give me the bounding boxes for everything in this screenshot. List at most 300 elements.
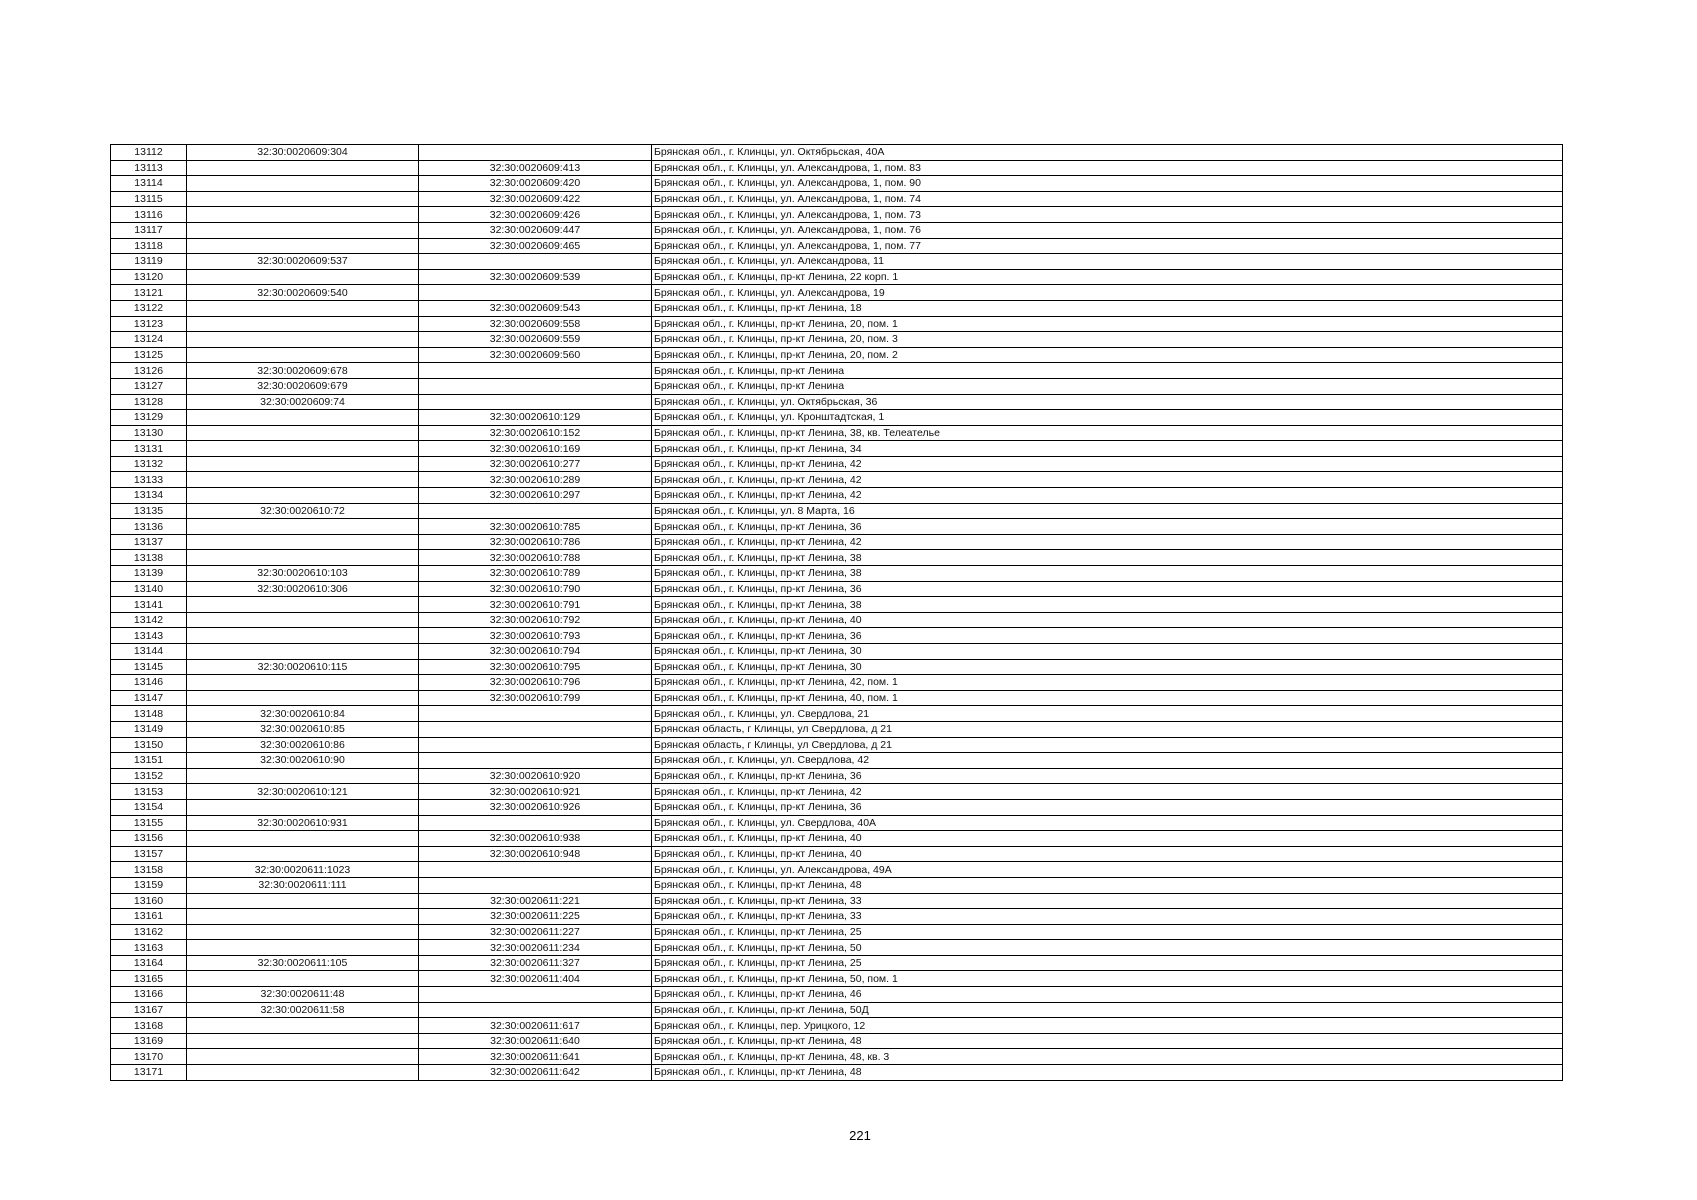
row-number-cell: 13115 <box>111 191 187 207</box>
land-parcel-number-cell: 32:30:0020611:48 <box>187 987 419 1003</box>
object-number-cell <box>419 378 652 394</box>
row-number-cell: 13112 <box>111 145 187 161</box>
land-parcel-number-cell <box>187 1018 419 1034</box>
table-row <box>111 269 1563 285</box>
address-cell: Брянская обл., г. Клинцы, пр-кт Ленина, 42 <box>652 488 1563 504</box>
row-number-cell: 13143 <box>111 628 187 644</box>
land-parcel-number-cell <box>187 222 419 238</box>
table-row <box>111 597 1563 613</box>
table-row <box>111 893 1563 909</box>
land-parcel-number-cell <box>187 628 419 644</box>
object-number-cell: 32:30:0020611:221 <box>419 893 652 909</box>
address-cell: Брянская обл., г. Клинцы, ул. Александрова, 19 <box>652 285 1563 301</box>
row-number-cell: 13122 <box>111 300 187 316</box>
address-cell: Брянская обл., г. Клинцы, пр-кт Ленина, 50, пом. 1 <box>652 971 1563 987</box>
land-parcel-number-cell <box>187 488 419 504</box>
object-number-cell: 32:30:0020611:617 <box>419 1018 652 1034</box>
object-number-cell: 32:30:0020609:465 <box>419 238 652 254</box>
table-row <box>111 207 1563 223</box>
land-parcel-number-cell <box>187 238 419 254</box>
address-cell: Брянская обл., г. Клинцы, пр-кт Ленина, 42 <box>652 534 1563 550</box>
address-cell: Брянская обл., г. Клинцы, пр-кт Ленина, 42 <box>652 472 1563 488</box>
row-number-cell: 13149 <box>111 721 187 737</box>
table-row <box>111 254 1563 270</box>
row-number-cell: 13131 <box>111 441 187 457</box>
land-parcel-number-cell <box>187 644 419 660</box>
row-number-cell: 13136 <box>111 519 187 535</box>
address-cell: Брянская обл., г. Клинцы, пр-кт Ленина, 34 <box>652 441 1563 457</box>
table-row <box>111 425 1563 441</box>
address-cell: Брянская обл., г. Клинцы, пер. Урицкого, 12 <box>652 1018 1563 1034</box>
row-number-cell: 13151 <box>111 753 187 769</box>
land-parcel-number-cell <box>187 191 419 207</box>
object-number-cell: 32:30:0020610:793 <box>419 628 652 644</box>
address-cell: Брянская обл., г. Клинцы, пр-кт Ленина, 30 <box>652 659 1563 675</box>
row-number-cell: 13142 <box>111 612 187 628</box>
land-parcel-number-cell: 32:30:0020611:105 <box>187 955 419 971</box>
land-parcel-number-cell <box>187 846 419 862</box>
address-cell: Брянская обл., г. Клинцы, пр-кт Ленина, 38 <box>652 550 1563 566</box>
address-cell: Брянская обл., г. Клинцы, пр-кт Ленина, 40 <box>652 846 1563 862</box>
row-number-cell: 13155 <box>111 815 187 831</box>
address-cell: Брянская обл., г. Клинцы, пр-кт Ленина, 36 <box>652 799 1563 815</box>
registry-table <box>110 144 1563 1081</box>
table-row <box>111 176 1563 192</box>
row-number-cell: 13147 <box>111 690 187 706</box>
table-row <box>111 1033 1563 1049</box>
row-number-cell: 13157 <box>111 846 187 862</box>
land-parcel-number-cell: 32:30:0020610:121 <box>187 784 419 800</box>
land-parcel-number-cell <box>187 176 419 192</box>
address-cell: Брянская обл., г. Клинцы, пр-кт Ленина, 42, пом. 1 <box>652 675 1563 691</box>
object-number-cell: 32:30:0020610:794 <box>419 644 652 660</box>
row-number-cell: 13168 <box>111 1018 187 1034</box>
land-parcel-number-cell <box>187 425 419 441</box>
address-cell: Брянская обл., г. Клинцы, пр-кт Ленина, 48 <box>652 1033 1563 1049</box>
table-row <box>111 238 1563 254</box>
table-row <box>111 784 1563 800</box>
address-cell: Брянская обл., г. Клинцы, пр-кт Ленина, 33 <box>652 909 1563 925</box>
object-number-cell <box>419 706 652 722</box>
table-row <box>111 877 1563 893</box>
address-cell: Брянская обл., г. Клинцы, пр-кт Ленина, 25 <box>652 924 1563 940</box>
row-number-cell: 13141 <box>111 597 187 613</box>
table-row <box>111 316 1563 332</box>
object-number-cell: 32:30:0020611:225 <box>419 909 652 925</box>
object-number-cell: 32:30:0020610:795 <box>419 659 652 675</box>
land-parcel-number-cell <box>187 441 419 457</box>
object-number-cell: 32:30:0020609:558 <box>419 316 652 332</box>
row-number-cell: 13123 <box>111 316 187 332</box>
address-cell: Брянская обл., г. Клинцы, пр-кт Ленина, 48, кв. 3 <box>652 1049 1563 1065</box>
row-number-cell: 13146 <box>111 675 187 691</box>
object-number-cell: 32:30:0020610:169 <box>419 441 652 457</box>
table-row <box>111 675 1563 691</box>
land-parcel-number-cell <box>187 690 419 706</box>
object-number-cell: 32:30:0020609:559 <box>419 332 652 348</box>
table-row <box>111 768 1563 784</box>
address-cell: Брянская обл., г. Клинцы, пр-кт Ленина, 42 <box>652 456 1563 472</box>
table-row <box>111 347 1563 363</box>
land-parcel-number-cell <box>187 831 419 847</box>
table-row <box>111 737 1563 753</box>
object-number-cell: 32:30:0020611:640 <box>419 1033 652 1049</box>
row-number-cell: 13153 <box>111 784 187 800</box>
row-number-cell: 13138 <box>111 550 187 566</box>
row-number-cell: 13118 <box>111 238 187 254</box>
land-parcel-number-cell: 32:30:0020609:678 <box>187 363 419 379</box>
address-cell: Брянская обл., г. Клинцы, ул. Александрова, 1, пом. 77 <box>652 238 1563 254</box>
object-number-cell <box>419 862 652 878</box>
table-row <box>111 628 1563 644</box>
land-parcel-number-cell: 32:30:0020609:540 <box>187 285 419 301</box>
address-cell: Брянская обл., г. Клинцы, ул. Александрова, 1, пом. 76 <box>652 222 1563 238</box>
address-cell: Брянская обл., г. Клинцы, ул. Александрова, 49А <box>652 862 1563 878</box>
address-cell: Брянская обл., г. Клинцы, ул. Кронштадтская, 1 <box>652 410 1563 426</box>
object-number-cell <box>419 721 652 737</box>
table-row <box>111 191 1563 207</box>
table-row <box>111 581 1563 597</box>
address-cell: Брянская обл., г. Клинцы, ул. Свердлова, 42 <box>652 753 1563 769</box>
land-parcel-number-cell <box>187 332 419 348</box>
table-row <box>111 971 1563 987</box>
land-parcel-number-cell <box>187 909 419 925</box>
object-number-cell <box>419 737 652 753</box>
land-parcel-number-cell: 32:30:0020609:537 <box>187 254 419 270</box>
row-number-cell: 13129 <box>111 410 187 426</box>
row-number-cell: 13158 <box>111 862 187 878</box>
table-row <box>111 1018 1563 1034</box>
land-parcel-number-cell <box>187 893 419 909</box>
land-parcel-number-cell <box>187 597 419 613</box>
land-parcel-number-cell <box>187 410 419 426</box>
object-number-cell: 32:30:0020610:790 <box>419 581 652 597</box>
row-number-cell: 13148 <box>111 706 187 722</box>
table-row <box>111 503 1563 519</box>
table-row <box>111 1049 1563 1065</box>
object-number-cell: 32:30:0020611:642 <box>419 1065 652 1081</box>
object-number-cell: 32:30:0020609:447 <box>419 222 652 238</box>
address-cell: Брянская обл., г. Клинцы, пр-кт Ленина <box>652 363 1563 379</box>
table-row <box>111 441 1563 457</box>
table-row <box>111 410 1563 426</box>
table-row <box>111 378 1563 394</box>
object-number-cell: 32:30:0020610:152 <box>419 425 652 441</box>
table-row <box>111 909 1563 925</box>
row-number-cell: 13117 <box>111 222 187 238</box>
object-number-cell: 32:30:0020610:785 <box>419 519 652 535</box>
land-parcel-number-cell: 32:30:0020610:86 <box>187 737 419 753</box>
table-row <box>111 300 1563 316</box>
address-cell: Брянская обл., г. Клинцы, пр-кт Ленина, 40, пом. 1 <box>652 690 1563 706</box>
land-parcel-number-cell <box>187 456 419 472</box>
row-number-cell: 13159 <box>111 877 187 893</box>
object-number-cell: 32:30:0020609:413 <box>419 160 652 176</box>
address-cell: Брянская обл., г. Клинцы, ул. Александрова, 11 <box>652 254 1563 270</box>
address-cell: Брянская обл., г. Клинцы, ул. Октябрьская, 36 <box>652 394 1563 410</box>
row-number-cell: 13167 <box>111 1002 187 1018</box>
address-cell: Брянская обл., г. Клинцы, ул. Александрова, 1, пом. 74 <box>652 191 1563 207</box>
land-parcel-number-cell: 32:30:0020609:679 <box>187 378 419 394</box>
row-number-cell: 13139 <box>111 566 187 582</box>
address-cell: Брянская обл., г. Клинцы, пр-кт Ленина, 36 <box>652 628 1563 644</box>
land-parcel-number-cell: 32:30:0020610:72 <box>187 503 419 519</box>
land-parcel-number-cell: 32:30:0020609:304 <box>187 145 419 161</box>
row-number-cell: 13125 <box>111 347 187 363</box>
row-number-cell: 13154 <box>111 799 187 815</box>
land-parcel-number-cell <box>187 300 419 316</box>
land-parcel-number-cell <box>187 768 419 784</box>
land-parcel-number-cell: 32:30:0020611:111 <box>187 877 419 893</box>
table-row <box>111 924 1563 940</box>
object-number-cell: 32:30:0020610:289 <box>419 472 652 488</box>
table-row <box>111 534 1563 550</box>
object-number-cell: 32:30:0020609:543 <box>419 300 652 316</box>
row-number-cell: 13145 <box>111 659 187 675</box>
land-parcel-number-cell: 32:30:0020610:85 <box>187 721 419 737</box>
address-cell: Брянская обл., г. Клинцы, пр-кт Ленина, 20, пом. 2 <box>652 347 1563 363</box>
row-number-cell: 13124 <box>111 332 187 348</box>
land-parcel-number-cell: 32:30:0020611:1023 <box>187 862 419 878</box>
address-cell: Брянская обл., г. Клинцы, пр-кт Ленина, 38, кв. Телеателье <box>652 425 1563 441</box>
row-number-cell: 13165 <box>111 971 187 987</box>
table-row <box>111 566 1563 582</box>
address-cell: Брянская обл., г. Клинцы, пр-кт Ленина, 36 <box>652 581 1563 597</box>
address-cell: Брянская обл., г. Клинцы, пр-кт Ленина, 40 <box>652 612 1563 628</box>
address-cell: Брянская обл., г. Клинцы, ул. Александрова, 1, пом. 90 <box>652 176 1563 192</box>
table-row <box>111 394 1563 410</box>
table-row <box>111 940 1563 956</box>
table-row <box>111 815 1563 831</box>
land-parcel-number-cell <box>187 1049 419 1065</box>
address-cell: Брянская обл., г. Клинцы, пр-кт Ленина, 18 <box>652 300 1563 316</box>
land-parcel-number-cell <box>187 971 419 987</box>
land-parcel-number-cell <box>187 347 419 363</box>
table-row <box>111 222 1563 238</box>
row-number-cell: 13119 <box>111 254 187 270</box>
row-number-cell: 13156 <box>111 831 187 847</box>
object-number-cell: 32:30:0020610:926 <box>419 799 652 815</box>
row-number-cell: 13170 <box>111 1049 187 1065</box>
object-number-cell: 32:30:0020610:920 <box>419 768 652 784</box>
object-number-cell: 32:30:0020610:129 <box>419 410 652 426</box>
land-parcel-number-cell: 32:30:0020610:90 <box>187 753 419 769</box>
address-cell: Брянская обл., г. Клинцы, пр-кт Ленина, 48 <box>652 877 1563 893</box>
object-number-cell: 32:30:0020609:420 <box>419 176 652 192</box>
address-cell: Брянская обл., г. Клинцы, пр-кт Ленина, 48 <box>652 1065 1563 1081</box>
address-cell: Брянская обл., г. Клинцы, ул. Александрова, 1, пом. 83 <box>652 160 1563 176</box>
land-parcel-number-cell: 32:30:0020610:306 <box>187 581 419 597</box>
row-number-cell: 13166 <box>111 987 187 1003</box>
row-number-cell: 13133 <box>111 472 187 488</box>
object-number-cell: 32:30:0020609:539 <box>419 269 652 285</box>
object-number-cell <box>419 815 652 831</box>
object-number-cell <box>419 394 652 410</box>
table-row <box>111 799 1563 815</box>
address-cell: Брянская обл., г. Клинцы, ул. Свердлова, 21 <box>652 706 1563 722</box>
land-parcel-number-cell <box>187 1065 419 1081</box>
object-number-cell: 32:30:0020610:791 <box>419 597 652 613</box>
address-cell: Брянская обл., г. Клинцы, пр-кт Ленина <box>652 378 1563 394</box>
object-number-cell: 32:30:0020610:792 <box>419 612 652 628</box>
row-number-cell: 13114 <box>111 176 187 192</box>
table-row <box>111 472 1563 488</box>
row-number-cell: 13132 <box>111 456 187 472</box>
object-number-cell <box>419 987 652 1003</box>
row-number-cell: 13128 <box>111 394 187 410</box>
registry-table-body <box>111 145 1563 1081</box>
table-row <box>111 145 1563 161</box>
land-parcel-number-cell: 32:30:0020610:103 <box>187 566 419 582</box>
address-cell: Брянская обл., г. Клинцы, пр-кт Ленина, 25 <box>652 955 1563 971</box>
table-row <box>111 644 1563 660</box>
land-parcel-number-cell <box>187 1033 419 1049</box>
object-number-cell: 32:30:0020609:426 <box>419 207 652 223</box>
object-number-cell: 32:30:0020610:948 <box>419 846 652 862</box>
table-row <box>111 1002 1563 1018</box>
object-number-cell: 32:30:0020610:786 <box>419 534 652 550</box>
row-number-cell: 13162 <box>111 924 187 940</box>
address-cell: Брянская обл., г. Клинцы, пр-кт Ленина, 22 корп. 1 <box>652 269 1563 285</box>
table-row <box>111 363 1563 379</box>
land-parcel-number-cell <box>187 924 419 940</box>
object-number-cell <box>419 254 652 270</box>
table-row <box>111 659 1563 675</box>
row-number-cell: 13134 <box>111 488 187 504</box>
land-parcel-number-cell <box>187 550 419 566</box>
address-cell: Брянская область, г Клинцы, ул Свердлова, д 21 <box>652 721 1563 737</box>
address-cell: Брянская обл., г. Клинцы, пр-кт Ленина, 20, пом. 3 <box>652 332 1563 348</box>
object-number-cell: 32:30:0020609:560 <box>419 347 652 363</box>
object-number-cell: 32:30:0020610:921 <box>419 784 652 800</box>
row-number-cell: 13164 <box>111 955 187 971</box>
land-parcel-number-cell: 32:30:0020611:58 <box>187 1002 419 1018</box>
row-number-cell: 13135 <box>111 503 187 519</box>
land-parcel-number-cell <box>187 940 419 956</box>
object-number-cell: 32:30:0020611:227 <box>419 924 652 940</box>
table-row <box>111 690 1563 706</box>
object-number-cell: 32:30:0020611:327 <box>419 955 652 971</box>
address-cell: Брянская обл., г. Клинцы, пр-кт Ленина, 38 <box>652 597 1563 613</box>
row-number-cell: 13160 <box>111 893 187 909</box>
address-cell: Брянская обл., г. Клинцы, пр-кт Ленина, 30 <box>652 644 1563 660</box>
address-cell: Брянская обл., г. Клинцы, пр-кт Ленина, 50 <box>652 940 1563 956</box>
page-number: 221 <box>849 1128 871 1143</box>
land-parcel-number-cell <box>187 799 419 815</box>
row-number-cell: 13113 <box>111 160 187 176</box>
object-number-cell: 32:30:0020610:277 <box>419 456 652 472</box>
row-number-cell: 13169 <box>111 1033 187 1049</box>
row-number-cell: 13120 <box>111 269 187 285</box>
row-number-cell: 13171 <box>111 1065 187 1081</box>
object-number-cell: 32:30:0020610:788 <box>419 550 652 566</box>
table-row <box>111 519 1563 535</box>
object-number-cell: 32:30:0020610:938 <box>419 831 652 847</box>
row-number-cell: 13150 <box>111 737 187 753</box>
object-number-cell: 32:30:0020610:796 <box>419 675 652 691</box>
row-number-cell: 13121 <box>111 285 187 301</box>
row-number-cell: 13116 <box>111 207 187 223</box>
address-cell: Брянская область, г Клинцы, ул Свердлова, д 21 <box>652 737 1563 753</box>
table-row <box>111 753 1563 769</box>
row-number-cell: 13126 <box>111 363 187 379</box>
table-row <box>111 332 1563 348</box>
table-row <box>111 550 1563 566</box>
table-row <box>111 955 1563 971</box>
row-number-cell: 13163 <box>111 940 187 956</box>
table-row <box>111 721 1563 737</box>
object-number-cell <box>419 363 652 379</box>
object-number-cell <box>419 503 652 519</box>
object-number-cell: 32:30:0020611:641 <box>419 1049 652 1065</box>
table-row <box>111 1065 1563 1081</box>
address-cell: Брянская обл., г. Клинцы, пр-кт Ленина, 46 <box>652 987 1563 1003</box>
land-parcel-number-cell <box>187 472 419 488</box>
land-parcel-number-cell: 32:30:0020610:84 <box>187 706 419 722</box>
row-number-cell: 13140 <box>111 581 187 597</box>
table-row <box>111 862 1563 878</box>
land-parcel-number-cell <box>187 675 419 691</box>
row-number-cell: 13152 <box>111 768 187 784</box>
land-parcel-number-cell: 32:30:0020610:115 <box>187 659 419 675</box>
address-cell: Брянская обл., г. Клинцы, пр-кт Ленина, 33 <box>652 893 1563 909</box>
address-cell: Брянская обл., г. Клинцы, пр-кт Ленина, 20, пом. 1 <box>652 316 1563 332</box>
land-parcel-number-cell <box>187 269 419 285</box>
land-parcel-number-cell: 32:30:0020610:931 <box>187 815 419 831</box>
object-number-cell: 32:30:0020609:422 <box>419 191 652 207</box>
address-cell: Брянская обл., г. Клинцы, пр-кт Ленина, 38 <box>652 566 1563 582</box>
land-parcel-number-cell: 32:30:0020609:74 <box>187 394 419 410</box>
address-cell: Брянская обл., г. Клинцы, ул. 8 Марта, 16 <box>652 503 1563 519</box>
row-number-cell: 13161 <box>111 909 187 925</box>
table-row <box>111 285 1563 301</box>
address-cell: Брянская обл., г. Клинцы, пр-кт Ленина, 36 <box>652 519 1563 535</box>
table-row <box>111 612 1563 628</box>
row-number-cell: 13127 <box>111 378 187 394</box>
object-number-cell: 32:30:0020611:404 <box>419 971 652 987</box>
address-cell: Брянская обл., г. Клинцы, пр-кт Ленина, 40 <box>652 831 1563 847</box>
object-number-cell: 32:30:0020611:234 <box>419 940 652 956</box>
table-row <box>111 846 1563 862</box>
table-row <box>111 706 1563 722</box>
table-row <box>111 488 1563 504</box>
land-parcel-number-cell <box>187 534 419 550</box>
object-number-cell <box>419 285 652 301</box>
row-number-cell: 13137 <box>111 534 187 550</box>
address-cell: Брянская обл., г. Клинцы, ул. Александрова, 1, пом. 73 <box>652 207 1563 223</box>
object-number-cell: 32:30:0020610:789 <box>419 566 652 582</box>
address-cell: Брянская обл., г. Клинцы, пр-кт Ленина, 36 <box>652 768 1563 784</box>
object-number-cell <box>419 877 652 893</box>
table-row <box>111 987 1563 1003</box>
table-row <box>111 456 1563 472</box>
table-row <box>111 160 1563 176</box>
address-cell: Брянская обл., г. Клинцы, пр-кт Ленина, 42 <box>652 784 1563 800</box>
object-number-cell <box>419 145 652 161</box>
row-number-cell: 13144 <box>111 644 187 660</box>
table-row <box>111 831 1563 847</box>
row-number-cell: 13130 <box>111 425 187 441</box>
address-cell: Брянская обл., г. Клинцы, пр-кт Ленина, 50Д <box>652 1002 1563 1018</box>
land-parcel-number-cell <box>187 612 419 628</box>
object-number-cell <box>419 753 652 769</box>
object-number-cell: 32:30:0020610:297 <box>419 488 652 504</box>
object-number-cell: 32:30:0020610:799 <box>419 690 652 706</box>
address-cell: Брянская обл., г. Клинцы, ул. Октябрьская, 40А <box>652 145 1563 161</box>
land-parcel-number-cell <box>187 519 419 535</box>
object-number-cell <box>419 1002 652 1018</box>
land-parcel-number-cell <box>187 316 419 332</box>
